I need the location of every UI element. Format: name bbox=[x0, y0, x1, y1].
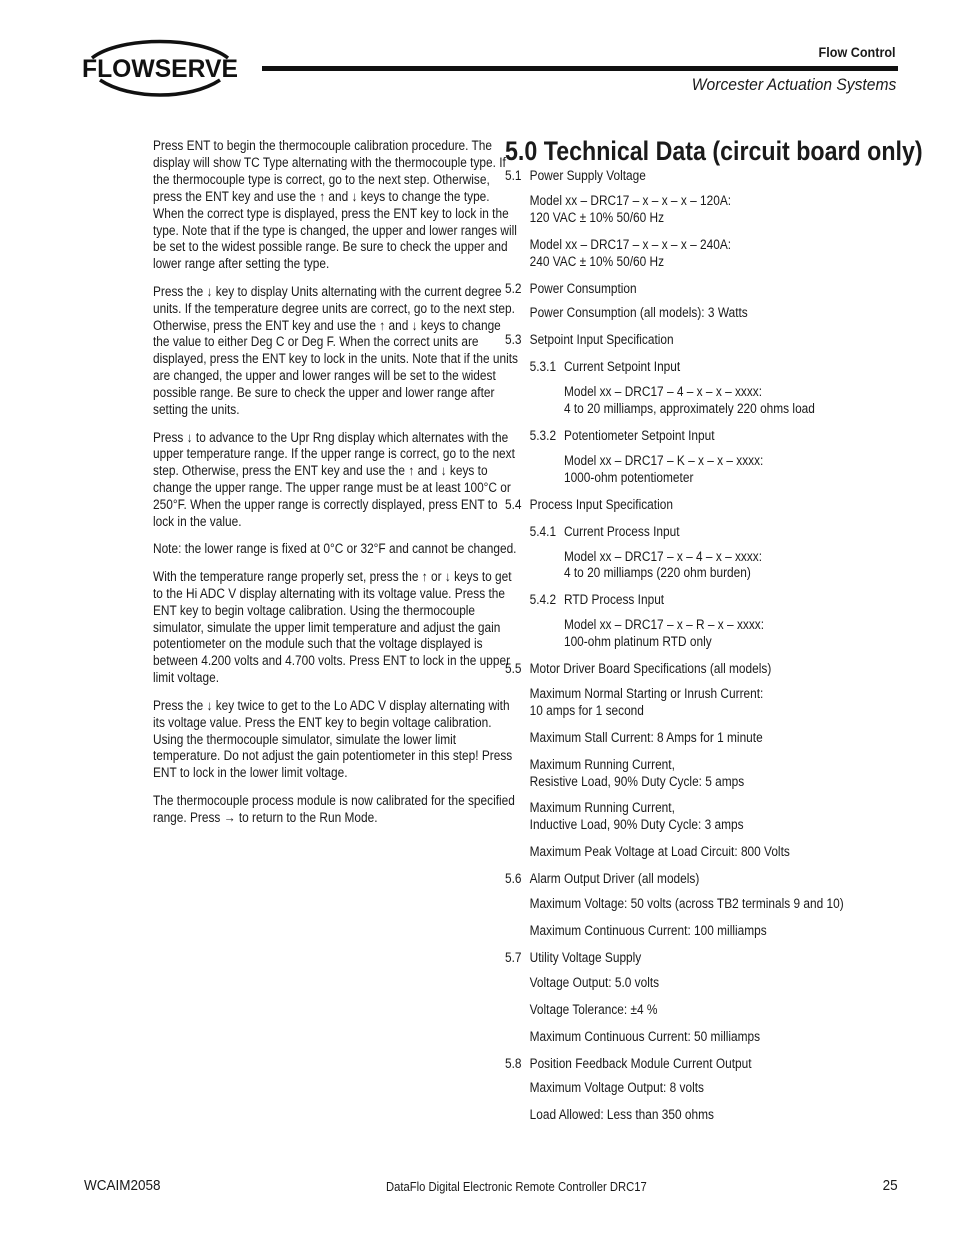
spec-line: 4 to 20 milliamps, approximately 220 ohms load bbox=[563, 401, 815, 417]
section-heading: 5.3 Setpoint Input Specification bbox=[505, 332, 674, 348]
paragraph: Note: the lower range is fixed at 0°C or 32°F and cannot be changed. bbox=[153, 541, 517, 557]
subsection-heading: 5.3.2 Potentiometer Setpoint Input bbox=[529, 427, 715, 443]
section-heading: 5.5 Motor Driver Board Specifications (all models) bbox=[505, 661, 772, 677]
spec-line: Maximum Stall Current: 8 Amps for 1 minute bbox=[529, 729, 763, 745]
spec-line: Maximum Continuous Current: 100 milliamps bbox=[529, 923, 767, 938]
footer-doc-title: DataFlo Digital Electronic Remote Controller DRC17 bbox=[386, 1180, 647, 1194]
section-heading: 5.8 Position Feedback Module Current Output bbox=[505, 1055, 752, 1071]
spec-line: Resistive Load, 90% Duty Cycle: 5 amps bbox=[529, 773, 745, 789]
spec-line: Maximum Running Current, bbox=[529, 756, 675, 772]
logo-text: FLOWSERVE bbox=[82, 55, 238, 83]
subsection-heading: 5.4.1 Current Process Input bbox=[529, 523, 680, 539]
spec-line: Maximum Normal Starting or Inrush Current: bbox=[529, 685, 764, 701]
paragraph: Press ENT to begin the thermocouple calibration procedure. The display will show TC Type alternating with the thermocouple type. If the thermocouple type is correct, go to the next step. Otherwise, press the ENT key and use the ↑ and ↓ keys to change the type. When the correct type is displayed, press the ENT key to lock in the type. Note that if the type is changed, the upper and lower ranges will be set to the widest possible range. Be sure to check the upper and lower range after setting the type. bbox=[153, 138, 517, 272]
paragraph: Press the ↓ key to display Units alternating with the current degree units. If the temperature degree units are correct, go to the next step. Otherwise, press the ENT key and use the ↑ and ↓ keys to change the value to either Deg C or Deg F. When the correct units are displayed, press the ENT key to lock in the units. Note that if the units are changed, the upper and lower ranges will be set to the widest possible range. Be sure to check the upper and lower range after setting the units. bbox=[153, 283, 518, 418]
subsection-heading: 5.4.2 RTD Process Input bbox=[529, 592, 665, 608]
section-heading: 5.6 Alarm Output Driver (all models) bbox=[505, 871, 700, 887]
spec-line: 240 VAC ± 10% 50/60 Hz bbox=[529, 253, 665, 269]
paragraph: The thermocouple process module is now calibrated for the specified range. Press → to return to the Run Mode. bbox=[153, 792, 515, 825]
section-heading: 5.4 Process Input Specification bbox=[505, 496, 673, 512]
spec-line: Model xx – DRC17 – K – x – x – xxxx: bbox=[563, 452, 764, 468]
flowserve-logo bbox=[80, 38, 240, 98]
left-column bbox=[153, 138, 519, 837]
spec-line: Inductive Load, 90% Duty Cycle: 3 amps bbox=[529, 817, 744, 833]
subsection-heading: 5.3.1 Current Setpoint Input bbox=[529, 359, 681, 375]
section-heading: 5.2 Power Consumption bbox=[505, 280, 637, 296]
paragraph: Press ↓ to advance to the Upr Rng display which alternates with the upper temperature range. If the upper range is correct, go to the next step. Otherwise, press the ENT key and use the ↑ and ↓ keys to change the upper range. The upper range must be at least 100°C or 250°F. When the upper range is correctly displayed, press ENT to lock in the value. bbox=[153, 429, 515, 530]
spec-line: Maximum Voltage: 50 volts (across TB2 terminals 9 and 10) bbox=[529, 896, 844, 912]
spec-line: Maximum Running Current, bbox=[529, 800, 675, 816]
section-heading: 5.1 Power Supply Voltage bbox=[505, 168, 646, 183]
header-subtitle: Worcester Actuation Systems bbox=[691, 75, 896, 94]
footer-doc-id: WCAIM2058 bbox=[84, 1177, 161, 1194]
spec-line: Model xx – DRC17 – x – 4 – x – xxxx: bbox=[563, 548, 763, 564]
paragraph: Press the ↓ key twice to get to the Lo ADC V display alternating with its voltage value. Press the ENT key to begin voltage calibration. Using the thermocouple simulator, simulate the lower limit temperature. Do not adjust the gain potentiometer in this step! Press ENT to lock in the lower limit voltage. bbox=[153, 697, 513, 781]
paragraph: With the temperature range properly set, press the ↑ or ↓ keys to get to the Hi ADC V display alternating with its voltage value. Press the ENT key to begin voltage calibration. Using the thermocouple simulator, simulate the upper limit temperature and adjust the gain potentiometer on the module such that the voltage displayed is between 4.200 volts and 4.700 volts. Press ENT to lock in the upper limit voltage. bbox=[153, 568, 512, 686]
technical-data-list bbox=[505, 168, 945, 1124]
footer-page-number: 25 bbox=[882, 1177, 898, 1194]
spec-line: Maximum Continuous Current: 50 milliamps bbox=[529, 1028, 761, 1044]
spec-line: Voltage Output: 5.0 volts bbox=[529, 974, 660, 990]
spec-line: Power Consumption (all models): 3 Watts bbox=[529, 305, 748, 321]
spec-line: 10 amps for 1 second bbox=[529, 702, 644, 718]
spec-line: Model xx – DRC17 – x – R – x – xxxx: bbox=[563, 617, 765, 633]
section-heading: 5.7 Utility Voltage Supply bbox=[505, 949, 642, 965]
spec-line: 100-ohm platinum RTD only bbox=[563, 634, 712, 650]
spec-line: Maximum Voltage Output: 8 volts bbox=[529, 1080, 704, 1096]
header-rule bbox=[262, 66, 898, 71]
spec-line: Load Allowed: Less than 350 ohms bbox=[529, 1107, 714, 1123]
section-title: 5.0 Technical Data (circuit board only) bbox=[505, 136, 923, 166]
spec-line: Model xx – DRC17 – x – x – x – 240A: bbox=[529, 236, 732, 252]
spec-line: Model xx – DRC17 – x – x – x – 120A: bbox=[529, 192, 732, 208]
spec-line: Voltage Tolerance: ±4 % bbox=[529, 1001, 658, 1017]
spec-line: Maximum Peak Voltage at Load Circuit: 800 Volts bbox=[529, 844, 790, 860]
spec-line: 1000-ohm potentiometer bbox=[563, 469, 694, 485]
header-section: Flow Control bbox=[819, 44, 896, 60]
spec-line: Model xx – DRC17 – 4 – x – x – xxxx: bbox=[563, 384, 763, 400]
spec-line: 4 to 20 milliamps (220 ohm burden) bbox=[563, 565, 751, 581]
spec-line: 120 VAC ± 10% 50/60 Hz bbox=[529, 209, 665, 225]
